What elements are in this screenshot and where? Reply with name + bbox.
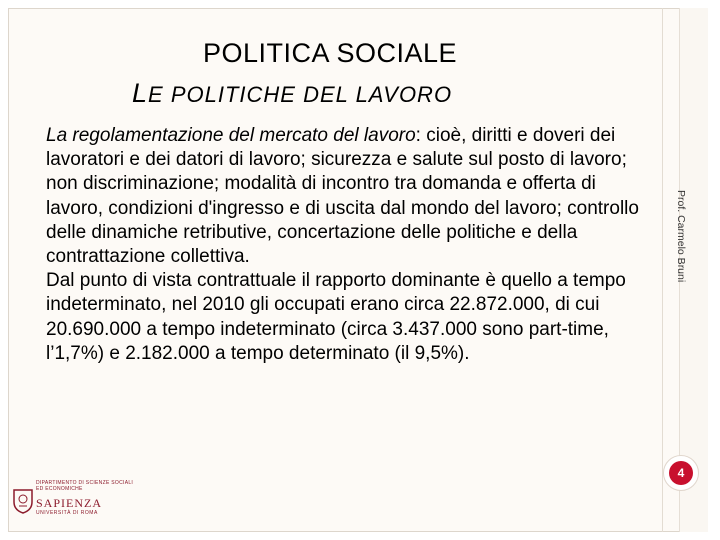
slide-subtitle: [132, 78, 452, 109]
paragraph-regulation: [46, 124, 652, 269]
author-vertical-label: Prof. Carmelo Bruni: [675, 190, 687, 283]
university-seal-icon: [12, 488, 34, 514]
paragraph-regulation-italic: La regolamentazione del mercato del lavoro: [46, 125, 416, 146]
paragraph-contracts: Dal punto di vista contrattuale il rapporto dominante è quello a tempo indeterminato, nel 2010 gli occupati erano circa 22.872.000, di cui 20.690.000 a tempo indeterminato (circa 3.437.000 sono part-time, l’1,7%) e 2.182.000 a tempo determinato (il 9,5%).: [46, 270, 626, 364]
slide-title: POLITICA SOCIALE: [202, 38, 458, 68]
university-subtitle: UNIVERSITÀ DI ROMA: [36, 510, 98, 516]
paragraph-regulation-text: : cioè, diritti e doveri dei lavoratori e dei datori di lavoro; sicurezza e salute sul posto di lavoro; non discriminazione; modalità di incontro tra domanda e offerta di lavoro, condizioni d'ingresso e di uscita dal mondo del lavoro; controllo delle dinamiche retributive, concertazione delle politiche e della contrattazione collettiva.: [46, 125, 639, 268]
slide-body: [46, 124, 652, 366]
subtitle-rest: E POLITICHE DEL LAVORO: [148, 82, 453, 107]
university-name: SAPIENZA: [36, 496, 103, 510]
university-logo: [12, 480, 152, 528]
department-name: DIPARTIMENTO DI SCIENZE SOCIALI ED ECONOMICHE: [36, 480, 134, 492]
page-number-badge: [663, 455, 699, 491]
divider-line: [662, 8, 663, 532]
page-number: 4: [669, 461, 693, 485]
subtitle-initial: L: [132, 78, 149, 108]
